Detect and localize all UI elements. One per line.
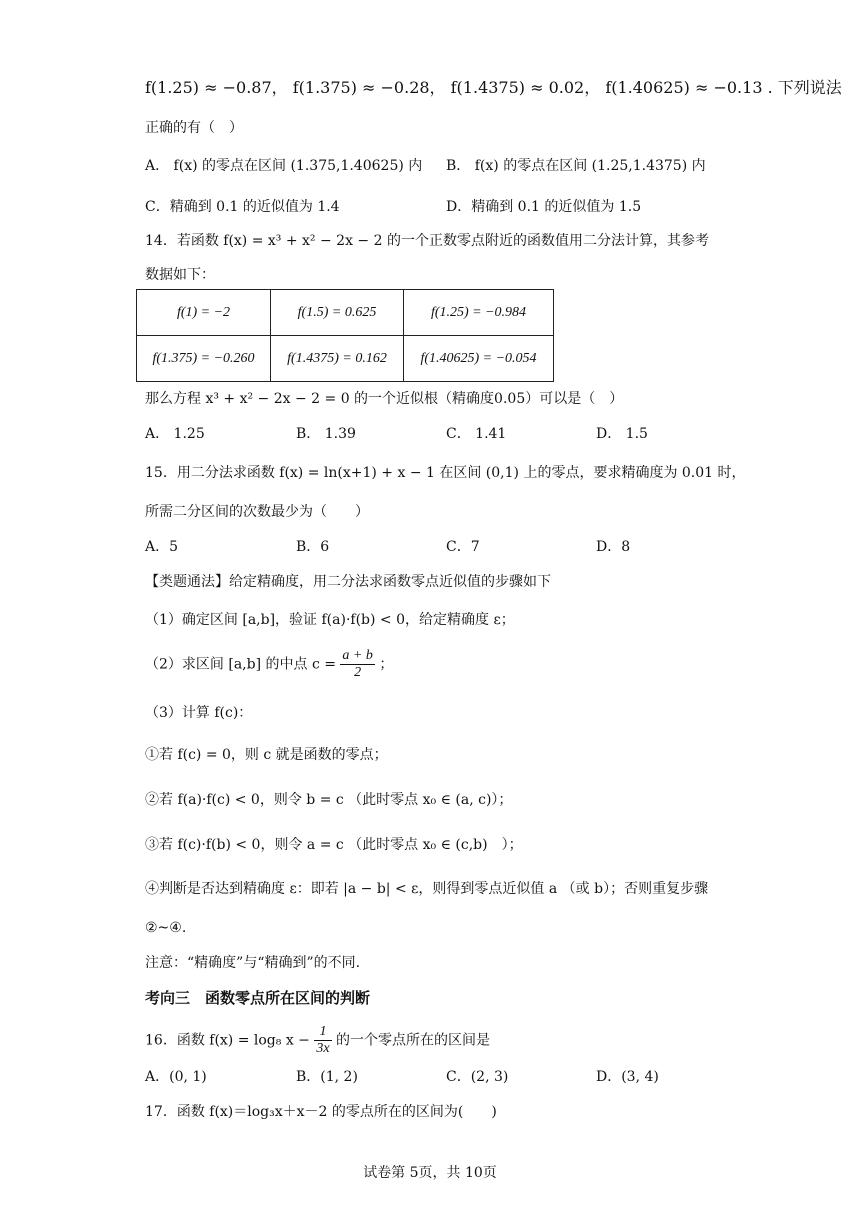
method-case4-line2: ②~④. [145,920,187,936]
q16-option-d: D．(3, 4) [596,1069,659,1085]
q16-stem [145,1024,490,1057]
method-case4-line1: ④判断是否达到精确度 ε：即若 |a − b| < ε，则得到零点近似值 a （或 b）；否则重复步骤 [145,881,709,897]
q16-option-c: C．(2, 3) [446,1069,509,1085]
q13-option-c: C．精确到 0.1 的近似值为 1.4 [145,199,340,215]
q14-data-table [136,289,554,382]
section-title: 考向三 函数零点所在区间的判断 [145,989,371,1007]
method-step2-end: ； [379,656,394,673]
table-cell: f(1.5) = 0.625 [271,290,404,336]
q13-option-a: A． f(x) 的零点在区间 (1.375,1.40625) 内 [145,158,423,174]
q14-option-a: A． 1.25 [145,426,205,442]
q17-stem: 17．函数 f(x)＝log₃x＋x－2 的零点所在的区间为( ) [145,1104,497,1120]
q16-stem-end: 的一个零点所在的区间是 [336,1032,491,1049]
fraction-numerator: a + b [342,648,373,663]
fraction-denominator: 2 [354,665,362,680]
q13-values-line: f(1.25) ≈ −0.87， f(1.375) ≈ −0.28， f(1.4375) ≈ 0.02， f(1.40625) ≈ −0.13 . 下列说法 [145,78,842,97]
q13-option-b: B． f(x) 的零点在区间 (1.25,1.4375) 内 [446,158,706,174]
q14-option-d: D． 1.5 [596,426,648,442]
q13-option-d: D．精确到 0.1 的近似值为 1.5 [446,199,642,215]
q16-stem-text: 16．函数 f(x) = log₈ x − [145,1032,310,1049]
method-title: 【类题通法】给定精确度，用二分法求函数零点近似值的步骤如下 [145,574,551,590]
q15-option-b: B．6 [296,539,330,555]
method-step2 [145,648,393,681]
table-cell: f(1) = −2 [137,290,271,336]
page-footer: 试卷第 5页，共 10页 [363,1165,497,1181]
method-note: 注意：“精确度”与“精确到”的不同. [145,955,361,971]
q13-stem-end: 正确的有（ ） [145,120,243,136]
q16-fraction [314,1024,331,1057]
table-cell: f(1.375) = −0.260 [137,336,271,382]
method-step3: （3）计算 f(c)： [145,705,253,721]
method-step2-text: （2）求区间 [a,b] 的中点 c = [145,656,336,673]
q15-option-a: A．5 [145,539,179,555]
fraction-numerator: 1 [314,1024,331,1041]
q14-stem-line1: 14．若函数 f(x) = x³ + x² − 2x − 2 的一个正数零点附近的函数值用二分法计算，其参考 [145,233,709,249]
table-cell: f(1.4375) = 0.162 [271,336,404,382]
table-cell: f(1.40625) = −0.054 [404,336,554,382]
method-step1: （1）确定区间 [a,b]，验证 f(a)·f(b) < 0，给定精确度 ε； [145,612,515,628]
q14-question: 那么方程 x³ + x² − 2x − 2 = 0 的一个近似根（精确度0.05）可以是（ ） [145,391,624,407]
q15-stem-line2: 所需二分区间的次数最少为（ ） [145,504,369,520]
q14-option-b: B． 1.39 [296,426,356,442]
q14-option-c: C． 1.41 [446,426,507,442]
method-case2: ②若 f(a)·f(c) < 0，则令 b = c （此时零点 x₀ ∈ (a, c)）； [145,792,513,808]
q16-option-b: B．(1, 2) [296,1069,358,1085]
fraction-denominator: 3x [316,1041,330,1056]
table-cell: f(1.25) = −0.984 [404,290,554,336]
midpoint-fraction [340,648,374,681]
q16-option-a: A．(0, 1) [145,1069,207,1085]
table-row [137,290,554,336]
q15-option-c: C．7 [446,539,480,555]
method-case1: ①若 f(c) = 0，则 c 就是函数的零点； [145,747,388,763]
q15-option-d: D．8 [596,539,631,555]
q15-stem-line1: 15．用二分法求函数 f(x) = ln(x+1) + x − 1 在区间 (0,1) 上的零点，要求精确度为 0.01 时， [145,465,746,481]
q14-stem-line2: 数据如下： [145,267,215,283]
table-row [137,336,554,382]
method-case3: ③若 f(c)·f(b) < 0，则令 a = c （此时零点 x₀ ∈ (c,b) ）； [145,837,523,853]
